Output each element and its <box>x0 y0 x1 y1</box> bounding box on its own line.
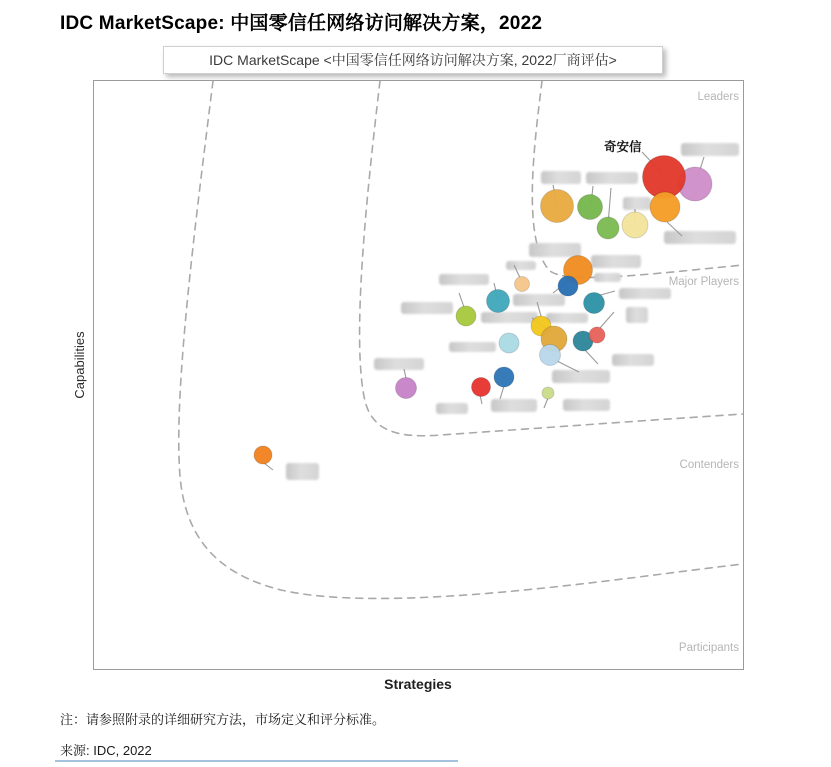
vendor-bubble[interactable] <box>540 345 561 366</box>
marketscape-chart <box>94 81 743 669</box>
vendor-bubble[interactable] <box>597 217 619 239</box>
vendor-bubble[interactable] <box>487 290 510 313</box>
region-label: Contenders <box>679 459 739 471</box>
region-boundary <box>360 81 743 436</box>
redacted-vendor-label <box>286 463 319 480</box>
redacted-vendor-label <box>612 354 654 366</box>
redacted-vendor-label <box>619 288 671 299</box>
vendor-bubble[interactable] <box>254 446 272 464</box>
redacted-vendor-label <box>529 243 581 257</box>
chart-subtitle: IDC MarketScape <中国零信任网络访问解决方案, 2022厂商评估> <box>209 52 617 68</box>
footnote: 注：请参照附录的详细研究方法，市场定义和评分标准。 <box>60 712 386 727</box>
label-connector <box>585 350 598 364</box>
vendor-bubble[interactable] <box>494 367 514 387</box>
vendor-bubble[interactable] <box>541 190 574 223</box>
vendor-bubble[interactable] <box>515 277 530 292</box>
redacted-vendor-label <box>374 358 424 370</box>
label-connector <box>459 293 464 307</box>
redacted-vendor-label <box>563 399 610 411</box>
redacted-vendor-label <box>552 370 610 383</box>
label-connector <box>544 398 548 408</box>
redacted-vendor-label <box>436 403 468 414</box>
label-connector <box>600 312 614 328</box>
redacted-vendor-label <box>506 261 536 270</box>
redacted-vendor-label <box>481 312 538 323</box>
region-label: Participants <box>678 642 739 654</box>
label-connector <box>500 386 504 399</box>
vendor-bubble[interactable] <box>456 306 476 326</box>
redacted-vendor-label <box>591 255 641 268</box>
vendor-bubble[interactable] <box>472 378 491 397</box>
source-note: 来源: IDC, 2022 <box>60 743 152 758</box>
redacted-vendor-label <box>594 273 621 282</box>
redacted-vendor-label <box>439 274 489 285</box>
redacted-vendor-label <box>586 172 638 184</box>
vendor-bubble[interactable] <box>499 333 519 353</box>
vendor-bubble[interactable] <box>542 387 554 399</box>
chart-subtitle-box <box>163 46 663 74</box>
redacted-vendor-label <box>513 294 565 306</box>
redacted-vendor-label <box>623 197 651 210</box>
label-connector <box>404 369 406 378</box>
vendor-bubble[interactable] <box>558 276 578 296</box>
vendor-bubble[interactable] <box>622 212 648 238</box>
region-label: Major Players <box>668 276 739 288</box>
vendor-bubble[interactable] <box>584 293 605 314</box>
vendor-label-qianxin: 奇安信 <box>604 140 642 154</box>
region-label: Leaders <box>697 91 739 103</box>
y-axis-label: Capabilities <box>72 331 87 399</box>
vendor-bubble[interactable] <box>578 195 603 220</box>
page-title: IDC MarketScape: 中国零信任网络访问解决方案，2022 <box>60 13 543 34</box>
redacted-vendor-label <box>491 399 537 412</box>
chart-plot-area <box>93 80 744 670</box>
redacted-vendor-label <box>681 143 739 156</box>
redacted-vendor-label <box>546 313 588 323</box>
redacted-vendor-label <box>541 171 581 184</box>
redacted-vendor-label <box>401 302 453 314</box>
vendor-bubble[interactable] <box>589 327 605 343</box>
vendor-bubble[interactable] <box>396 378 417 399</box>
bottom-divider <box>55 760 458 762</box>
redacted-vendor-label <box>664 231 736 244</box>
vendor-bubble[interactable] <box>650 192 680 222</box>
x-axis-label: Strategies <box>384 676 452 692</box>
redacted-vendor-label <box>626 307 648 323</box>
redacted-vendor-label <box>449 342 496 352</box>
